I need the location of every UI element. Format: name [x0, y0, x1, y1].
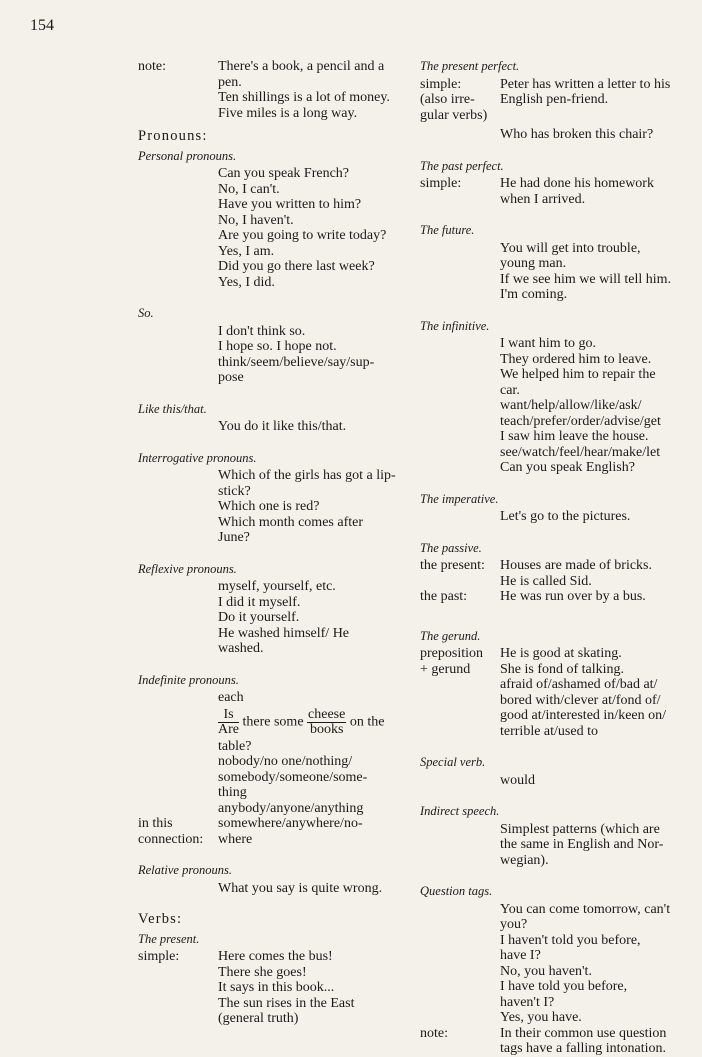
- example-line: You can come tomorrow, can't: [500, 901, 671, 917]
- example-line: see/watch/feel/hear/make/let: [500, 444, 661, 460]
- example-line: I saw him leave the house.: [500, 429, 649, 444]
- example-line: tags have a falling intonation.: [500, 1041, 667, 1056]
- example-line: somewhere/anywhere/no-: [218, 816, 363, 831]
- tags-note-label: note:: [420, 1025, 448, 1041]
- present-label: simple:: [138, 949, 180, 964]
- reflexive-heading: Reflexive pronouns.: [138, 561, 237, 576]
- pronouns-heading: Pronouns:: [138, 128, 208, 144]
- frac-cheese: cheese: [308, 706, 346, 722]
- fraction-line: [218, 708, 398, 737]
- future-heading: The future.: [420, 223, 475, 237]
- example-line: Which one is red?: [218, 499, 320, 514]
- example-line: washed.: [218, 641, 264, 656]
- tags-note-block: [420, 1026, 682, 1057]
- example-line: I want him to go.: [500, 336, 597, 351]
- relative-heading: Relative pronouns.: [138, 863, 232, 877]
- pp-label: simple:: [420, 76, 462, 92]
- example-line: Are you going to write today?: [218, 228, 387, 243]
- example-line: Did you go there last week?: [218, 259, 375, 274]
- example-line: Simplest patterns (which are: [500, 821, 660, 837]
- example-line: He is called Sid.: [500, 573, 592, 589]
- example-line: thing: [218, 785, 247, 800]
- gerund-label: + gerund: [420, 661, 471, 677]
- frac-is: Is: [218, 708, 239, 723]
- example-line: He is good at skating.: [500, 646, 622, 661]
- frac-mid-text: there some: [239, 714, 308, 730]
- example-line: No, you haven't.: [500, 963, 592, 979]
- example-line: No, I can't.: [218, 181, 280, 197]
- personal-pronouns-heading: Personal pronouns.: [138, 148, 237, 163]
- present-perfect-heading: The present perfect.: [420, 59, 520, 73]
- example-line: afraid of/ashamed of/bad at/: [500, 677, 658, 692]
- example-line: Have you written to him?: [218, 197, 362, 212]
- past-perfect-label: simple:: [420, 176, 462, 191]
- example-line: I don't think so.: [218, 323, 306, 339]
- example-line: Yes, you have.: [500, 1010, 582, 1025]
- example-line: good at/interested in/keen on/: [500, 708, 667, 723]
- example-line: Here comes the bus!: [218, 949, 333, 964]
- example-line: June?: [218, 530, 250, 545]
- page-number: 154: [30, 17, 54, 34]
- example-line: each: [218, 690, 244, 705]
- example-line: somebody/someone/some-: [218, 769, 368, 785]
- pp-label: gular verbs): [420, 107, 488, 123]
- example-line: you?: [500, 917, 528, 932]
- example-line: stick?: [218, 483, 251, 499]
- imperative-heading: The imperative.: [420, 491, 499, 506]
- so-heading: So.: [138, 306, 154, 320]
- example-line: Peter has written a letter to his: [500, 76, 671, 92]
- passive-present-label: the present:: [420, 558, 485, 573]
- example-line: No, I haven't.: [218, 212, 294, 228]
- example-line: We helped him to repair the: [500, 367, 656, 382]
- example-line: where: [218, 831, 253, 847]
- past-perfect-heading: The past perfect.: [420, 158, 504, 173]
- present-perfect-block: [420, 77, 682, 124]
- example-line: (general truth): [218, 1011, 299, 1026]
- example-line: I have told you before,: [500, 979, 628, 994]
- example-line: want/help/allow/like/ask/: [500, 398, 642, 413]
- note-line: Ten shillings is a lot of money.: [218, 90, 390, 105]
- gerund-heading: The gerund.: [420, 628, 481, 643]
- note-line: Five miles is a long way.: [218, 105, 358, 121]
- example-line: Can you speak English?: [500, 460, 635, 475]
- example-line: In their common use question: [500, 1025, 667, 1041]
- frac-books: books: [309, 721, 344, 737]
- note-line: There's a book, a pencil and a: [218, 59, 385, 74]
- example-line: English pen-friend.: [500, 92, 609, 107]
- example-line: He washed himself/ He: [218, 625, 350, 641]
- present-heading: The present.: [138, 931, 200, 946]
- example-line: Which month comes after: [218, 514, 364, 530]
- like-heading: Like this/that.: [138, 401, 207, 416]
- right-column: [420, 59, 682, 1057]
- example-line: would: [500, 772, 535, 788]
- example-line: You will get into trouble,: [500, 240, 641, 256]
- example-line: young man.: [500, 256, 567, 271]
- past-perfect-block: [420, 176, 682, 207]
- example-line: think/seem/believe/say/sup-: [218, 354, 375, 370]
- example-line: table?: [218, 738, 252, 754]
- is-are-fraction: [218, 708, 239, 737]
- example-line: have I?: [500, 948, 541, 963]
- example-line: They ordered him to leave.: [500, 351, 652, 367]
- connection-block: [138, 816, 398, 847]
- passive-past-label: the past:: [420, 589, 468, 604]
- example-line: I'm coming.: [500, 287, 568, 302]
- connection-label: in this: [138, 816, 173, 831]
- example-line: Yes, I am.: [218, 243, 275, 259]
- note-block: [138, 59, 398, 121]
- question-tags-heading: Question tags.: [420, 884, 493, 898]
- example-line: Which of the girls has got a lip-: [218, 468, 396, 483]
- example-line: Who has broken this chair?: [500, 127, 654, 142]
- special-verb-heading: Special verb.: [420, 755, 486, 769]
- example-line: Yes, I did.: [218, 274, 275, 290]
- example-line: when I arrived.: [500, 191, 586, 207]
- gerund-label: preposition: [420, 646, 483, 661]
- example-line: teach/prefer/order/advise/get: [500, 413, 661, 429]
- example-line: You do it like this/that.: [218, 419, 347, 434]
- connection-label: connection:: [138, 831, 204, 847]
- note-label: note:: [138, 59, 166, 74]
- example-line: wegian).: [500, 852, 549, 868]
- example-line: nobody/no one/nothing/: [218, 754, 353, 769]
- example-line: I hope so. I hope not.: [218, 339, 337, 354]
- cheese-books-fraction: [307, 708, 346, 737]
- example-line: Houses are made of bricks.: [500, 558, 653, 573]
- example-line: He was run over by a bus.: [500, 589, 646, 604]
- indefinite-heading: Indefinite pronouns.: [138, 672, 239, 687]
- example-line: the same in English and Nor-: [500, 837, 664, 852]
- example-line: car.: [500, 382, 520, 398]
- example-line: I haven't told you before,: [500, 932, 641, 948]
- example-line: myself, yourself, etc.: [218, 579, 336, 594]
- example-line: pose: [218, 370, 244, 385]
- example-line: terrible at/used to: [500, 723, 598, 739]
- example-line: It says in this book...: [218, 980, 335, 995]
- example-line: bored with/clever at/fond of/: [500, 692, 661, 708]
- example-line: Let's go to the pictures.: [500, 509, 631, 524]
- example-line: If we see him we will tell him.: [500, 271, 672, 287]
- frac-end-text: on the: [346, 714, 385, 730]
- example-line: Do it yourself.: [218, 610, 300, 625]
- frac-are: Are: [218, 721, 239, 737]
- verbs-heading: Verbs:: [138, 911, 183, 927]
- indirect-speech-heading: Indirect speech.: [420, 804, 500, 818]
- example-line: The sun rises in the East: [218, 995, 355, 1011]
- example-line: She is fond of talking.: [500, 661, 625, 677]
- present-block: [138, 949, 398, 1027]
- interrogative-heading: Interrogative pronouns.: [138, 450, 257, 465]
- left-column: [138, 59, 398, 1027]
- passive-heading: The passive.: [420, 540, 482, 555]
- example-line: haven't I?: [500, 994, 555, 1010]
- passive-present-block: [420, 558, 682, 589]
- note-line: pen.: [218, 74, 242, 90]
- gerund-block: [420, 646, 682, 739]
- infinitive-heading: The infinitive.: [420, 318, 490, 333]
- pp-label: (also irre-: [420, 92, 475, 107]
- passive-past-block: [420, 589, 682, 605]
- example-line: What you say is quite wrong.: [218, 880, 383, 896]
- example-line: Can you speak French?: [218, 166, 350, 181]
- example-line: I did it myself.: [218, 594, 301, 610]
- example-line: He had done his homework: [500, 176, 654, 191]
- example-line: anybody/anyone/anything: [218, 800, 364, 816]
- example-line: There she goes!: [218, 964, 307, 980]
